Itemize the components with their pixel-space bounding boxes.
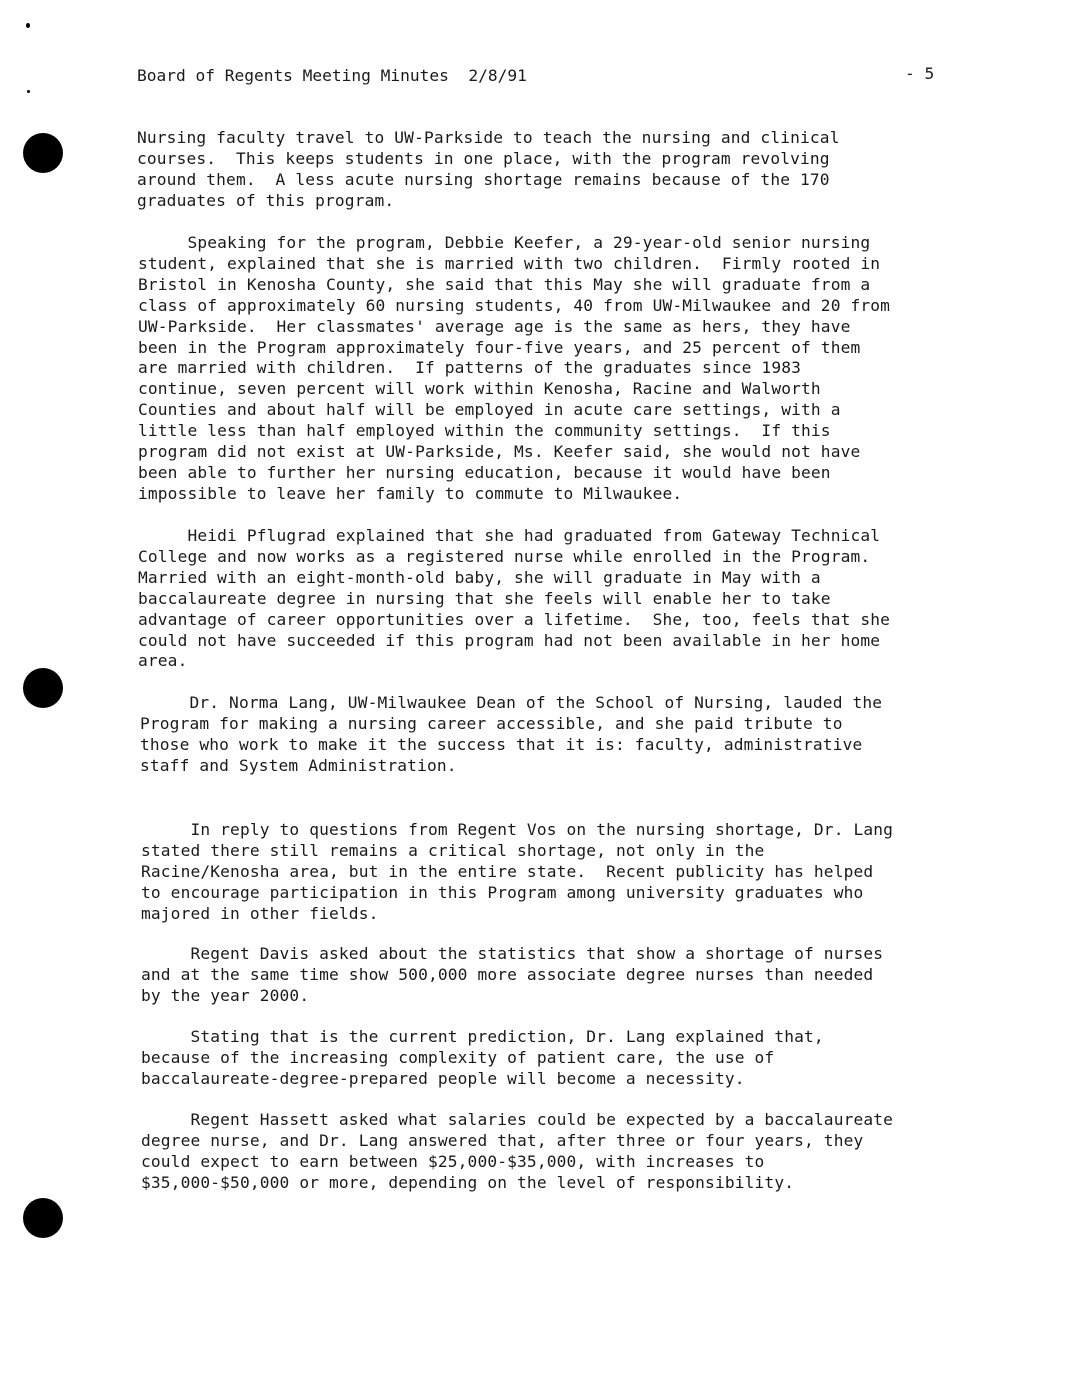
paragraph-heidi-pflugrad: Heidi Pflugrad explained that she had graduated from Gateway Technical College and now works as a registered nurse while enrolled in the Program. Married with an eight-month-old baby, she will graduate in May with a baccalaureate degree in nursing that she feels will enable her to take advantage of career opportunities over a lifetime. She, too, feels that she could not have succeeded if this program had not been available in her home area. [138,526,891,671]
scan-speck [26,23,30,28]
binder-hole-middle [23,668,63,708]
binder-hole-bottom [23,1198,63,1238]
page-number: - 5 [905,64,935,83]
paragraph-current-prediction: Stating that is the current prediction, Dr. Lang explained that, because of the increasing complexity of patient care, the use of baccalaureate-degree-prepared people will become a necessity. [141,1027,824,1088]
binder-hole-top [23,133,63,173]
paragraph-debbie-keefer: Speaking for the program, Debbie Keefer, a 29-year-old senior nursing student, explained that she is married with two children. Firmly rooted in Bristol in Kenosha County, she said that this May she will graduate from a class of approximately 60 nursing students, 40 from UW-Milwaukee and 20 from UW-Parkside. Her classmates' average age is the same as hers, they have been in the Program approximately four-five years, and 25 percent of them are married with children. If patterns of the graduates since 1983 continue, seven percent will work within Kenosha, Racine and Walworth Counties and about half will be employed in acute care settings, with a little less than half employed within the community settings. If this program did not exist at UW-Parkside, Ms. Keefer said, she would not have been able to further her nursing education, because it would have been impossible to leave her family to commute to Milwaukee. [138,233,891,503]
paragraph-nursing-faculty: Nursing faculty travel to UW-Parkside to teach the nursing and clinical courses. This keeps students in one place, with the program revolving around them. A less acute nursing shortage remains because of the 170 graduates of this program. [137,128,840,210]
scan-speck [27,90,30,93]
paragraph-regent-davis: Regent Davis asked about the statistics that show a shortage of nurses and at the same time show 500,000 more associate degree nurses than needed by the year 2000. [141,944,884,1005]
paragraph-regent-hassett: Regent Hassett asked what salaries could be expected by a baccalaureate degree nurse, and Dr. Lang answered that, after three or four years, they could expect to earn between $25,000-$35,000, with increases to $35,000-$50,000 or more, depending on the level of responsibility. [141,1110,894,1192]
page-header-title: Board of Regents Meeting Minutes 2/8/91 [137,66,527,85]
paragraph-norma-lang: Dr. Norma Lang, UW-Milwaukee Dean of the School of Nursing, lauded the Program for making a nursing career accessible, and she paid tribute to those who work to make it the success that it is: faculty, administrative staff and System Administration. [140,693,883,775]
paragraph-regent-vos: In reply to questions from Regent Vos on the nursing shortage, Dr. Lang stated there still remains a critical shortage, not only in the Racine/Kenosha area, but in the entire state. Recent publicity has helped to encourage participation in this Program among university graduates who majored in other fields. [141,820,894,923]
